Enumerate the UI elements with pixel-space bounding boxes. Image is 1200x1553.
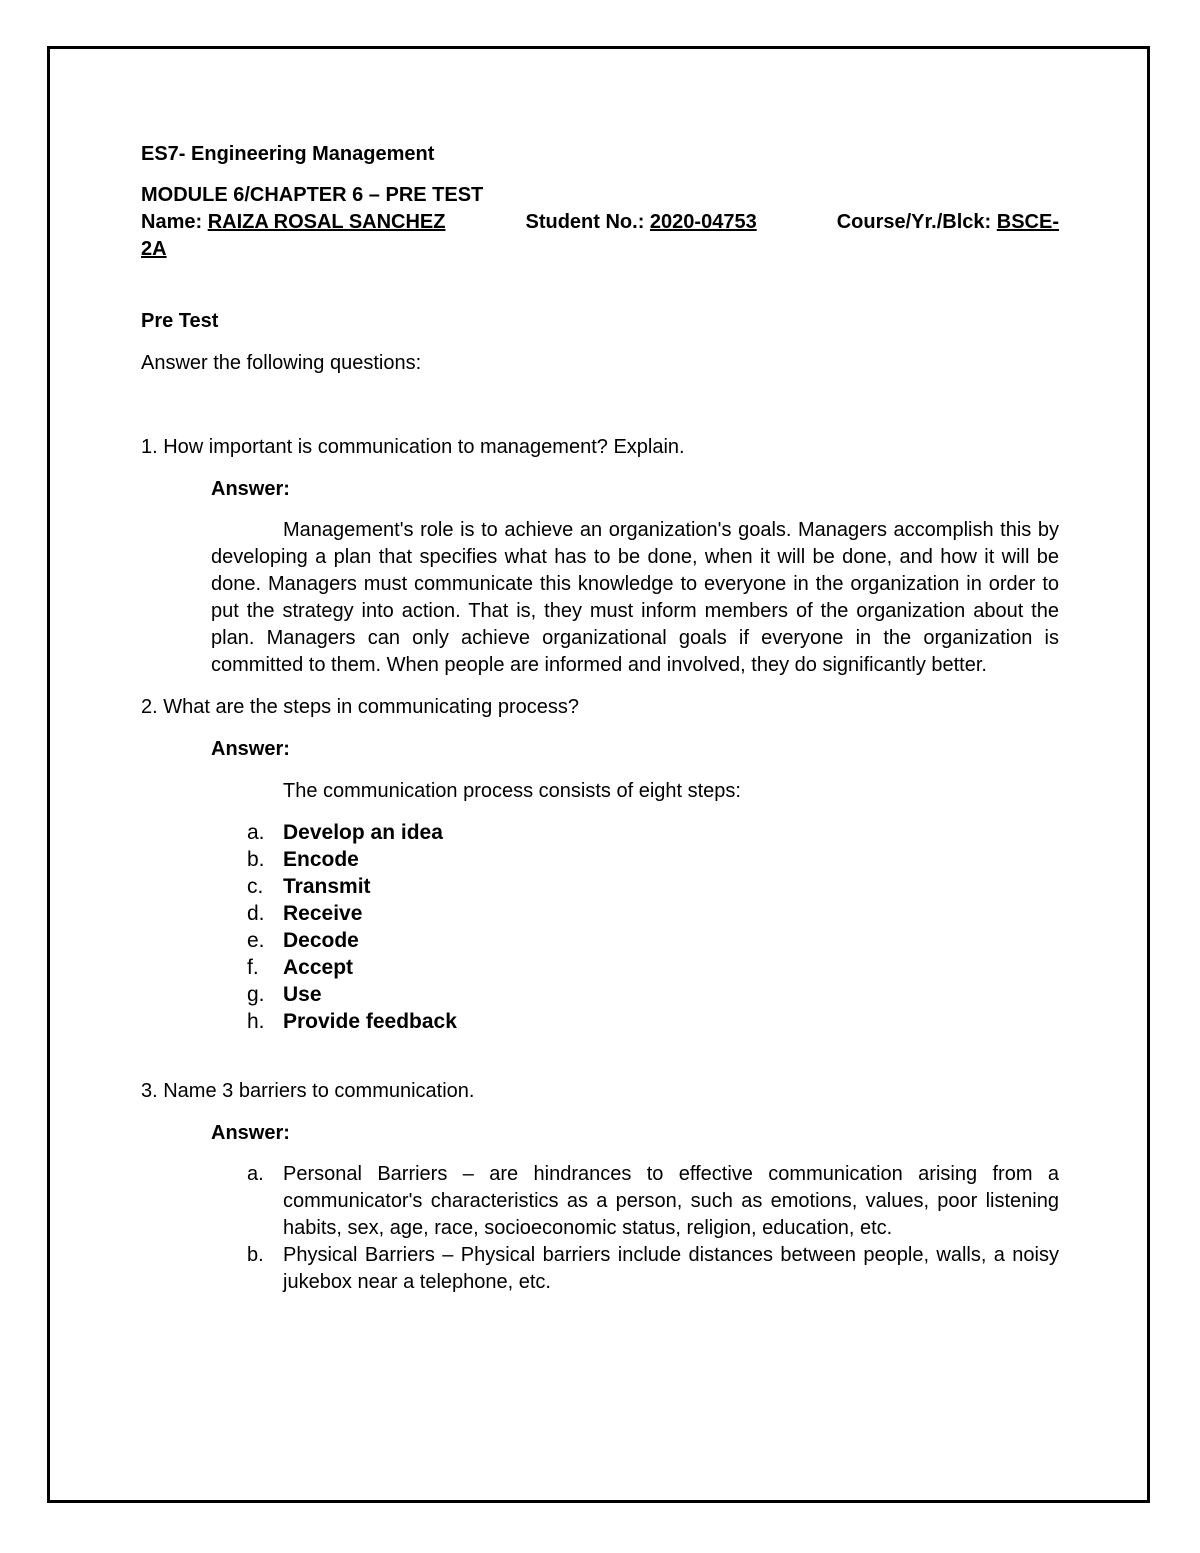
list-marker: a. xyxy=(247,1163,264,1185)
module-title: MODULE 6/CHAPTER 6 – PRE TEST xyxy=(141,184,484,206)
list-item xyxy=(141,981,1059,1008)
list-marker: e. xyxy=(247,929,265,952)
document-body xyxy=(141,140,1059,1296)
student-name-field xyxy=(141,209,446,236)
name-label: Name: xyxy=(141,211,208,233)
list-item xyxy=(141,873,1059,900)
step-text: Use xyxy=(283,983,322,1006)
list-marker: a. xyxy=(247,821,265,844)
question-2: 2. What are the steps in communicating process? xyxy=(141,696,579,718)
list-marker: f. xyxy=(247,956,259,979)
answer-label-1: Answer: xyxy=(211,478,290,500)
barrier-text: Physical Barriers – Physical barriers include distances between people, walls, a noisy jukebox near a telephone, etc. xyxy=(283,1244,1059,1293)
list-item xyxy=(141,846,1059,873)
list-marker: d. xyxy=(247,902,265,925)
barrier-text: Personal Barriers – are hindrances to effective communication arising from a communicator's characteristics as a person, such as emotions, values, poor listening habits, sex, age, race, socioeconomic status, religion, education, etc. xyxy=(283,1163,1059,1239)
list-marker: b. xyxy=(247,848,265,871)
list-item xyxy=(141,954,1059,981)
question-3: 3. Name 3 barriers to communication. xyxy=(141,1080,475,1102)
list-item xyxy=(141,1161,1059,1242)
list-marker: h. xyxy=(247,1010,265,1033)
question-1: 1. How important is communication to management? Explain. xyxy=(141,436,685,458)
step-text: Provide feedback xyxy=(283,1010,457,1033)
step-text: Encode xyxy=(283,848,359,871)
step-text: Receive xyxy=(283,902,363,925)
list-item xyxy=(141,1242,1059,1296)
course-title: ES7- Engineering Management xyxy=(141,143,435,165)
communication-steps-list xyxy=(141,819,1059,1035)
course-block-field xyxy=(837,209,1059,236)
step-text: Decode xyxy=(283,929,359,952)
barriers-list xyxy=(141,1161,1059,1296)
list-item xyxy=(141,1008,1059,1035)
list-item xyxy=(141,819,1059,846)
section-heading: Pre Test xyxy=(141,310,219,332)
course-block-value: BSCE- xyxy=(996,211,1059,233)
step-text: Transmit xyxy=(283,875,371,898)
list-marker: g. xyxy=(247,983,265,1006)
list-marker: b. xyxy=(247,1244,264,1266)
student-number-field xyxy=(525,209,756,236)
answer-label-2: Answer: xyxy=(211,738,290,760)
list-item xyxy=(141,927,1059,954)
step-text: Develop an idea xyxy=(283,821,443,844)
course-block-value-continued: 2A xyxy=(141,238,167,260)
answer-intro-2: The communication process consists of eight steps: xyxy=(283,780,741,802)
answer-label-3: Answer: xyxy=(211,1122,290,1144)
list-marker: c. xyxy=(247,875,264,898)
student-info-line xyxy=(141,209,1059,236)
answer-text-1: Management's role is to achieve an organization's goals. Managers accomplish this by developing a plan that specifies what has to be done, when it will be done, and how it will be done. Managers must communicate this knowledge to everyone in the organization in order to put the strategy into action. That is, they must inform members of the organization about the plan. Managers can only achieve organizational goals if everyone in the organization is committed to them. When people are informed and involved, they do significantly better. xyxy=(211,519,1059,676)
course-block-label: Course/Yr./Blck: xyxy=(836,211,997,233)
student-no-value: 2020-04753 xyxy=(649,211,757,233)
instructions: Answer the following questions: xyxy=(141,352,422,374)
list-item xyxy=(141,900,1059,927)
name-value: RAIZA ROSAL SANCHEZ xyxy=(207,211,446,233)
step-text: Accept xyxy=(283,956,354,979)
student-no-label: Student No.: xyxy=(525,211,650,233)
